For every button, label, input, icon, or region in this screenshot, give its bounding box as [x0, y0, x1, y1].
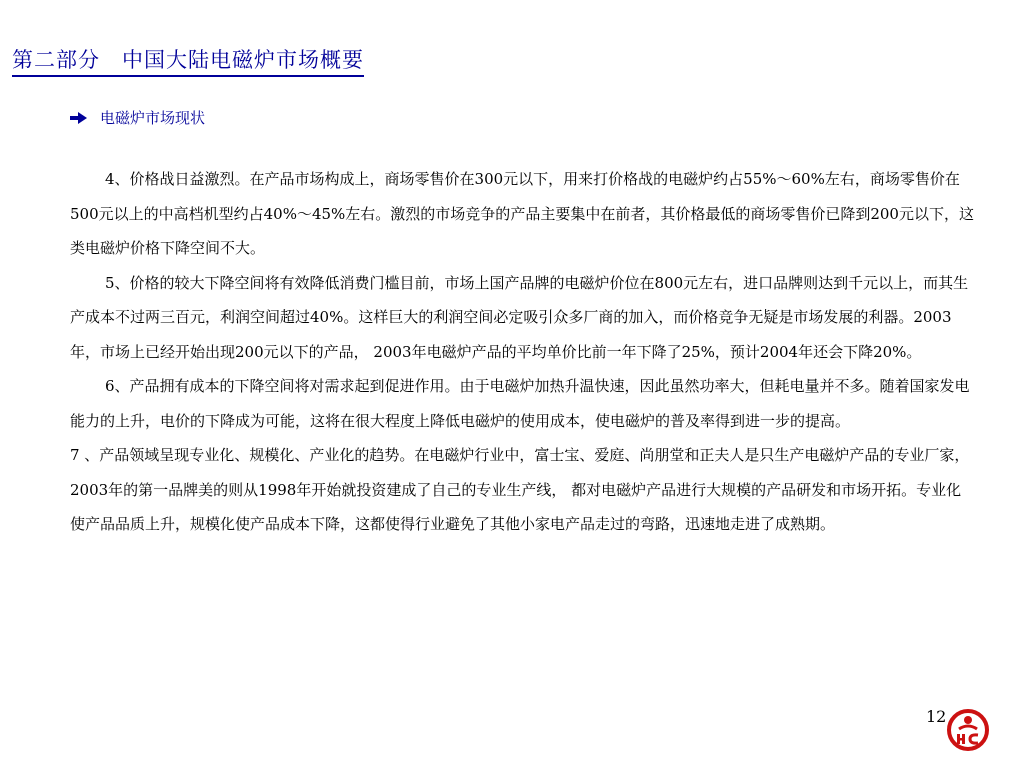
body-text	[70, 162, 975, 542]
paragraph-7: 7 、产品领域呈现专业化、规模化、产业化的趋势。在电磁炉行业中，富士宝、爱庭、尚朋堂和正夫人是只生产电磁炉产品的专业厂家，2003年的第一品牌美的则从1998年开始就投资建成了自己的专业生产线， 都对电磁炉产品进行大规模的产品研发和市场开拓。专业化使产品品质上升，规模化使产品成本下降，这都使得行业避免了其他小家电产品走过的弯路，迅速地走进了成熟期。	[70, 446, 970, 533]
paragraph-4: 4、价格战日益激烈。在产品市场构成上，商场零售价在300元以下，用来打价格战的电磁炉约占55%～60%左右，商场零售价在500元以上的中高档机型约占40%～45%左右。激烈的市场竞争的产品主要集中在前者，其价格最低的商场零售价已降到200元以下，这类电磁炉价格下降空间不大。	[70, 170, 974, 257]
paragraph-6: 6、产品拥有成本的下降空间将对需求起到促进作用。由于电磁炉加热升温快速，因此虽然功率大，但耗电量并不多。随着国家发电能力的上升，电价的下降成为可能，这将在很大程度上降低电磁炉的使用成本，使电磁炉的普及率得到进一步的提高。	[70, 377, 970, 430]
company-logo	[946, 708, 990, 752]
section-heading-label: 电磁炉市场现状	[100, 109, 206, 127]
page-number: 12	[926, 707, 947, 726]
paragraph-5: 5、价格的较大下降空间将有效降低消费门槛目前，市场上国产品牌的电磁炉价位在800元左右，进口品牌则达到千元以上，而其生产成本不过两三百元，利润空间超过40%。这样巨大的利润空间必定吸引众多厂商的加入，而价格竞争无疑是市场发展的利器。2003年，市场上已经开始出现200元以下的产品， 2003年电磁炉产品的平均单价比前一年下降了25%，预计2004年还会下降20%。	[70, 273, 969, 361]
slide-title: 第二部分 中国大陆电磁炉市场概要	[12, 46, 364, 77]
section-heading	[70, 108, 205, 128]
arrow-right-icon	[70, 111, 88, 125]
